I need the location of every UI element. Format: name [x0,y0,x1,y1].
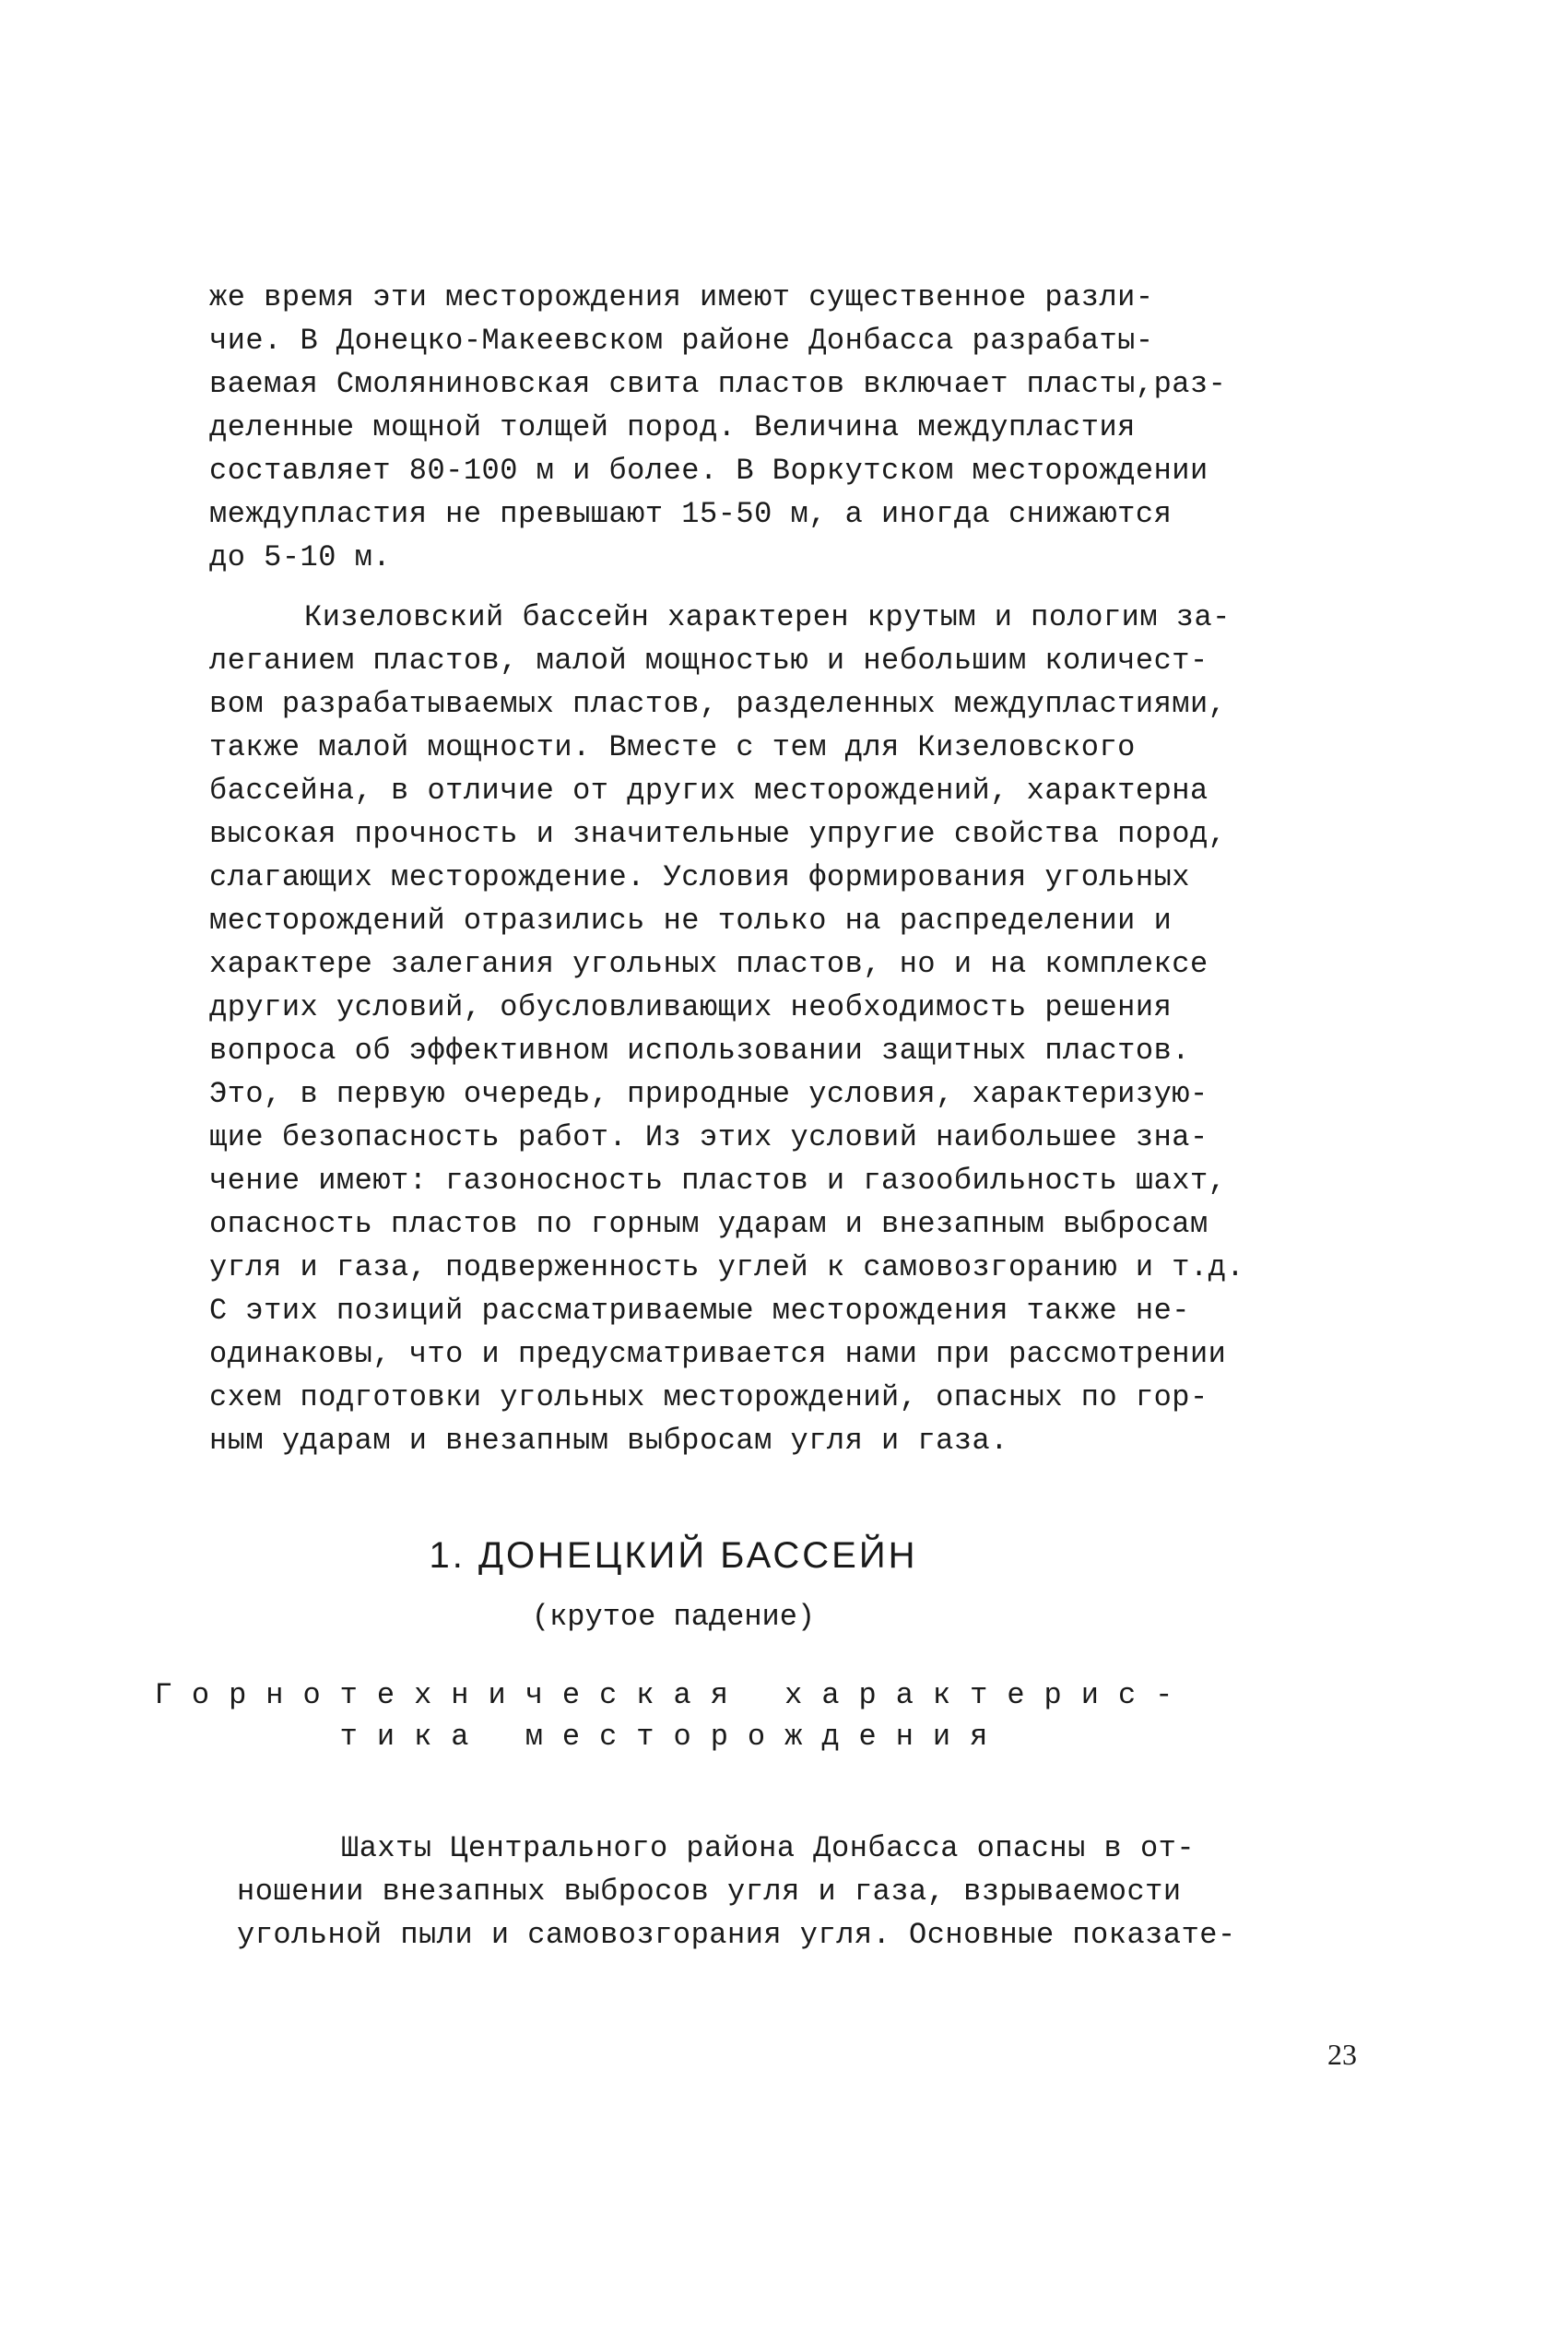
text-line: опасность пластов по горным ударам и внезапным выбросам [209,1207,1208,1241]
text-line: Шахты Центрального района Донбасса опасны в от- [341,1831,1196,1865]
text-line: бассейна, в отличие от других месторождений, характерна [209,774,1208,808]
text-line: характере залегания угольных пластов, но и на комплексе [209,947,1208,981]
text-line: ваемая Смоляниновская свита пластов включает пласты,раз- [209,367,1227,401]
text-line: С этих позиций рассматриваемые месторождения также не- [209,1294,1190,1328]
text-line: угольной пыли и самовозгорания угля. Основные показате- [237,1918,1236,1952]
text-line: Это, в первую очередь, природные условия, характеризую- [209,1077,1208,1111]
subheading-line: тика месторождения [339,1720,1008,1754]
text-line: щие безопасность работ. Из этих условий наибольшее зна- [209,1120,1208,1154]
text-line: чие. В Донецко-Макеевском районе Донбасса разрабаты- [209,324,1154,358]
text-line: высокая прочность и значительные упругие свойства пород, [209,817,1227,851]
text-line: междупластия не превышают 15-50 м, а иногда снижаются [209,497,1173,531]
text-line: до 5-10 м. [209,540,392,574]
text-line: также малой мощности. Вместе с тем для Кизеловского [209,730,1136,764]
text-line: месторождений отразились не только на распределении и [209,904,1173,938]
text-line: леганием пластов, малой мощностью и небольшим количест- [209,644,1208,678]
text-line: схем подготовки угольных месторождений, опасных по гор- [209,1380,1208,1414]
text-line: других условий, обусловливающих необходимость решения [209,990,1173,1024]
page-number: 23 [1327,2038,1357,2071]
subheading-line: Горнотехническая характерис- [154,1678,1193,1712]
text-line: Кизеловский бассейн характерен крутым и пологим за- [304,600,1231,634]
text-line: ным ударам и внезапным выбросам угля и газа. [209,1424,1008,1458]
text-line: вопроса об эффективном использовании защитных пластов. [209,1034,1190,1068]
section-subtitle: (крутое падение) [531,1600,816,1634]
text-line: вом разрабатываемых пластов, разделенных междупластиями, [209,687,1227,721]
text-line: угля и газа, подверженность углей к самовозгоранию и т.д. [209,1250,1245,1284]
section-title: 1. ДОНЕЦКИЙ БАССЕЙН [429,1535,918,1576]
text-line: ношении внезапных выбросов угля и газа, взрываемости [237,1875,1182,1909]
text-line: составляет 80-100 м и более. В Воркутском месторождении [209,454,1208,488]
text-line: одинаковы, что и предусматривается нами при рассмотрении [209,1337,1227,1371]
text-line: же время эти месторождения имеют существенное разли- [209,280,1154,314]
text-line: деленные мощной толщей пород. Величина междупластия [209,410,1136,444]
text-line: слагающих месторождение. Условия формирования угольных [209,860,1190,894]
text-line: чение имеют: газоносность пластов и газообильность шахт, [209,1164,1227,1198]
